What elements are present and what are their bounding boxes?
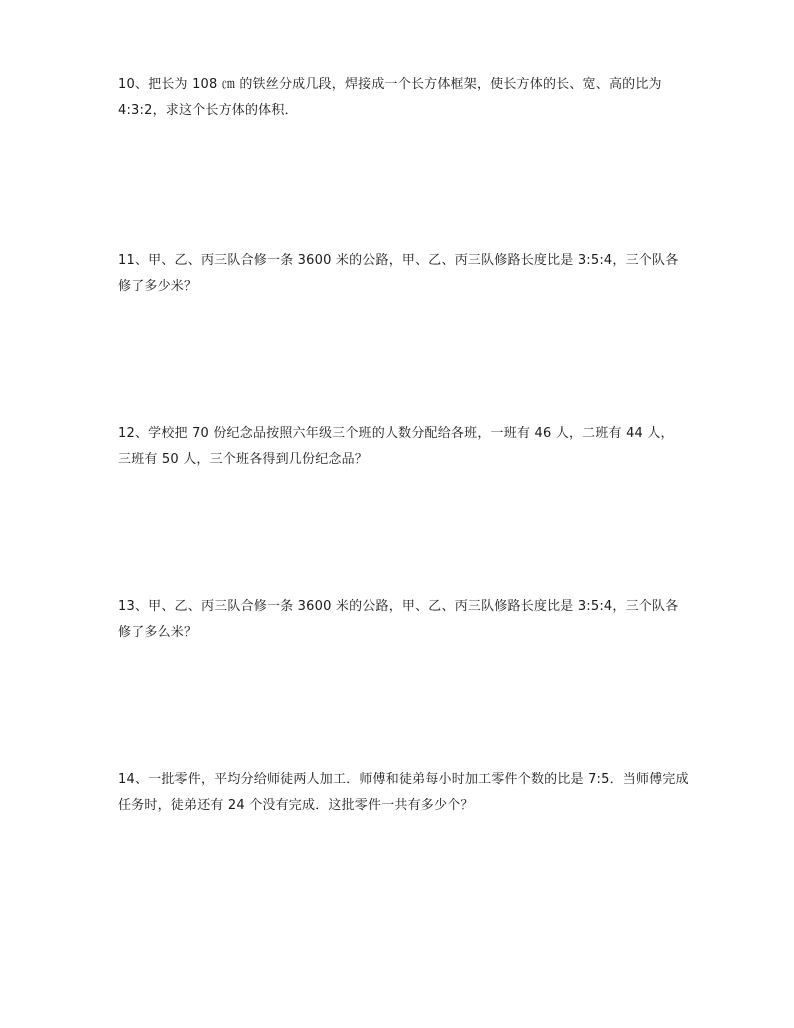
problem-13-line-1: 13、甲、乙、丙三队合修一条 3600 米的公路，甲、乙、丙三队修路长度比是 3:5:4，三个队各 [118,599,679,614]
problem-14-line-1: 14、一批零件，平均分给师徒两人加工．师傅和徒弟每小时加工零件个数的比是 7:5．当师傅完成 [118,772,689,787]
problem-10 [118,72,708,124]
problem-12 [118,421,708,473]
problem-13 [118,594,708,646]
problem-12-line-2: 三班有 50 人，三个班各得到几份纪念品？ [118,452,369,467]
problem-11-line-1: 11、甲、乙、丙三队合修一条 3600 米的公路，甲、乙、丙三队修路长度比是 3:5:4，三个队各 [118,253,679,268]
problem-12-line-1: 12、学校把 70 份纪念品按照六年级三个班的人数分配给各班，一班有 46 人，二班有 44 人， [118,426,674,441]
problem-14 [118,767,708,819]
problem-11 [118,248,708,300]
problem-11-line-2: 修了多少米？ [118,279,198,294]
problem-10-line-2: 4:3:2，求这个长方体的体积． [118,103,298,118]
problem-10-line-1: 10、把长为 108 ㎝ 的铁丝分成几段，焊接成一个长方体框架，使长方体的长、宽、高的比为 [118,77,662,92]
problem-14-line-2: 任务时，徒弟还有 24 个没有完成．这批零件一共有多少个？ [118,798,474,813]
problem-13-line-2: 修了多么米？ [118,625,198,640]
